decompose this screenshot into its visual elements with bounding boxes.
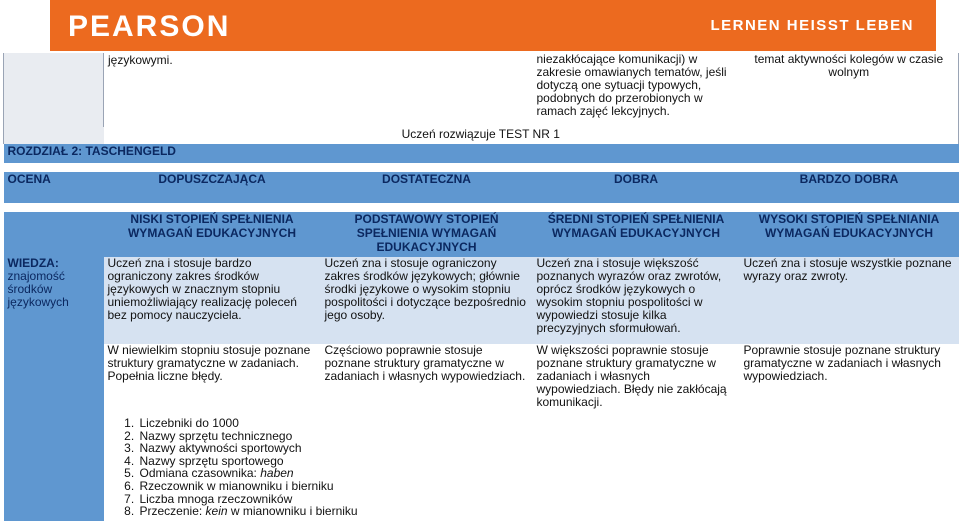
grammar-basic: Częściowo poprawnie stosuje poznane struktury gramatyczne w zadaniach i własnych wypowiedziach.	[324, 343, 526, 383]
grammar-low: W niewielkim stopniu stosuje poznane struktury gramatyczne w zadaniach. Popełnia liczne błędy.	[107, 343, 311, 383]
grade-dostateczna: DOSTATECZNA	[321, 172, 533, 203]
grammar-high: Poprawnie stosuje poznane struktury gramatyczne w zadaniach i własnych wypowiedziach.	[743, 343, 941, 383]
topic-text: Odmiana czasownika:	[139, 466, 261, 481]
grades-label: OCENA	[4, 172, 104, 203]
knowledge-label-bold: WIEDZA:	[7, 256, 59, 270]
levels-row	[4, 212, 959, 257]
publisher-banner	[50, 0, 936, 51]
grade-bardzo-dobra: BARDZO DOBRA	[740, 172, 959, 203]
levels-label-cell	[4, 212, 104, 257]
continuation-cell-4	[740, 53, 959, 127]
topic-item: 7. Liczba mnoga rzeczowników	[138, 493, 955, 506]
knowledge-label-rest: znajomość środków językowych	[7, 269, 69, 309]
topic-item: 3. Nazwy aktywności sportowych	[138, 442, 955, 455]
continuation-cell-1	[104, 53, 321, 127]
level-basic: PODSTAWOWY STOPIEŃ SPEŁNIENIA WYMAGAŃ EDUKACYJNYCH	[321, 212, 533, 257]
topic-item: 6. Rzeczownik w mianowniku i bierniku	[138, 480, 955, 493]
grade-dobra: DOBRA	[533, 172, 740, 203]
topic-item: 1. Liczebniki do 1000	[138, 417, 955, 430]
continuation-label-cell	[4, 53, 104, 127]
pearson-logo: PEARSON	[68, 10, 231, 43]
vocabulary-row	[4, 257, 959, 344]
test-cell	[104, 127, 959, 144]
topic-emphasis: haben	[260, 466, 294, 481]
vocab-low: Uczeń zna i stosuje bardzo ograniczony zakres środków językowych w znacznym stopniu uniemożliwiający realizację poleceń bez pomocy nauczyciela.	[104, 257, 321, 344]
spacer-row-2	[4, 203, 959, 212]
continuation-cell-3	[533, 53, 740, 127]
grades-row	[4, 172, 959, 203]
topic-item: 2. Nazwy sprzętu technicznego	[138, 430, 955, 443]
topic-item: 4. Nazwy sprzętu sportowego	[138, 455, 955, 468]
level-low: NISKI STOPIEŃ SPEŁNIENIA WYMAGAŃ EDUKACYJNYCH	[104, 212, 321, 257]
grammar-row	[4, 344, 959, 409]
vocab-basic: Uczeń zna i stosuje ograniczony zakres środków językowych; głównie środki językowe o wysokim stopniu pospolitości i dotyczące bezpośrednio jego osoby.	[321, 257, 533, 344]
topics-row	[4, 409, 959, 521]
test-label-cell	[4, 127, 104, 144]
topic-text: w mianowniku i bierniku	[227, 504, 358, 519]
topic-emphasis: kein	[205, 504, 228, 519]
topics-cell	[104, 409, 959, 521]
topics-list	[108, 417, 955, 518]
chapter-title: ROZDZIAŁ 2: TASCHENGELD	[4, 144, 959, 163]
level-high: WYSOKI STOPIEŃ SPEŁNIANIA WYMAGAŃ EDUKACYJNYCH	[740, 212, 959, 257]
continuation-text-1: językowymi.	[108, 53, 173, 67]
chapter-row	[4, 144, 959, 163]
topic-text: Przeczenie:	[139, 504, 206, 519]
continuation-row	[4, 53, 959, 127]
grammar-medium: W większości poprawnie stosuje poznane struktury gramatyczne w zadaniach i własnych wypowiedziach. Błędy nie zakłócają komunikacji.	[536, 343, 727, 409]
vocab-high: Uczeń zna i stosuje wszystkie poznane wyrazy oraz zwroty.	[740, 257, 959, 344]
continuation-text-4: temat aktywności kolegów w czasie wolnym	[754, 52, 944, 79]
continuation-cell-2	[321, 53, 533, 127]
test-text: Uczeń rozwiązuje TEST NR 1	[401, 127, 560, 141]
knowledge-label	[4, 257, 104, 409]
test-row	[4, 127, 959, 144]
requirements-table	[3, 53, 959, 521]
spacer-row	[4, 163, 959, 172]
level-medium: ŚREDNI STOPIEŃ SPEŁNIENIA WYMAGAŃ EDUKACYJNYCH	[533, 212, 740, 257]
vocab-medium: Uczeń zna i stosuje większość poznanych wyrazów oraz zwrotów, oprócz środków językowych o wysokim stopniu pospolitości w wypowiedzi stosuje kilka precyzyjnych sformułowań.	[533, 257, 740, 344]
grade-dopuszczajaca: DOPUSZCZAJĄCA	[104, 172, 321, 203]
topics-label-cell	[4, 409, 104, 521]
continuation-text-3: niezakłócające komunikacji) w zakresie omawianych tematów, jeśli dotyczą one sytuacji typowych, podobnych do przerobionych w ramach zajęć lekcyjnych.	[536, 52, 727, 118]
banner-tagline: LERNEN HEISST LEBEN	[710, 17, 914, 34]
